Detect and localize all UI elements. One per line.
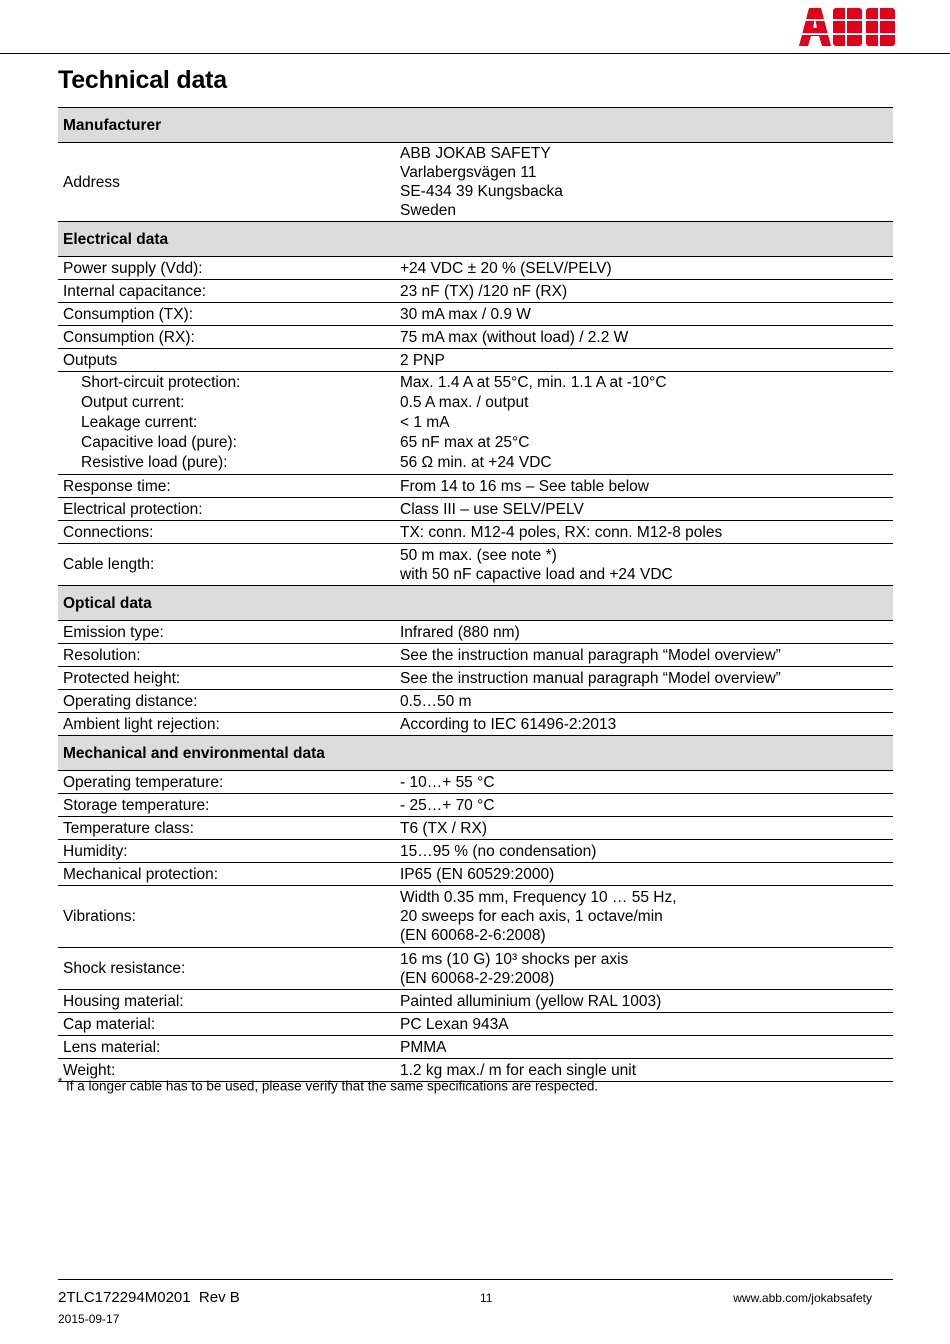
section-header-electrical [58, 222, 893, 257]
row-label: Weight: [58, 1059, 395, 1082]
table-row [58, 817, 893, 840]
table-row [58, 644, 893, 667]
table-row [58, 771, 893, 794]
page-title: Technical data [58, 66, 228, 94]
row-value: Painted alluminium (yellow RAL 1003) [395, 990, 893, 1013]
table-row [58, 303, 893, 326]
row-value: IP65 (EN 60529:2000) [395, 863, 893, 886]
row-label: Address [58, 143, 395, 222]
sub-label: Output current: [81, 394, 185, 411]
row-value: TX: conn. M12-4 poles, RX: conn. M12-8 poles [395, 521, 893, 544]
row-value [395, 886, 893, 948]
table-row [58, 349, 893, 372]
table-row [58, 840, 893, 863]
value-line: 0.5 A max. / output [400, 394, 529, 411]
row-value: Infrared (880 nm) [395, 621, 893, 644]
row-label: Power supply (Vdd): [58, 257, 395, 280]
value-line: 56 Ω min. at +24 VDC [400, 454, 552, 471]
row-label: Housing material: [58, 990, 395, 1013]
row-value [395, 372, 893, 475]
section-title: Electrical data [58, 222, 893, 257]
table-row [58, 544, 893, 586]
row-value: Class III – use SELV/PELV [395, 498, 893, 521]
table-row [58, 1013, 893, 1036]
value-line: 16 ms (10 G) 10³ shocks per axis [400, 950, 629, 968]
row-value: See the instruction manual paragraph “Model overview” [395, 667, 893, 690]
row-value: 0.5…50 m [395, 690, 893, 713]
section-title: Manufacturer [58, 108, 893, 143]
table-row [58, 713, 893, 736]
row-label: Humidity: [58, 840, 395, 863]
row-label: Temperature class: [58, 817, 395, 840]
row-label: Outputs [58, 349, 395, 372]
value-line: Max. 1.4 A at 55°C, min. 1.1 A at -10°C [400, 374, 667, 391]
footnote [58, 1076, 598, 1094]
row-value: +24 VDC ± 20 % (SELV/PELV) [395, 257, 893, 280]
row-label: Lens material: [58, 1036, 395, 1059]
row-value: - 25…+ 70 °C [395, 794, 893, 817]
abb-logo [797, 6, 897, 48]
value-line: 50 m max. (see note *) [400, 546, 557, 564]
row-value: 2 PNP [395, 349, 893, 372]
row-value: PMMA [395, 1036, 893, 1059]
row-value: According to IEC 61496-2:2013 [395, 713, 893, 736]
row-label: Emission type: [58, 621, 395, 644]
value-line: (EN 60068-2-29:2008) [400, 969, 555, 987]
table-row [58, 257, 893, 280]
table-row [58, 886, 893, 948]
row-label: Consumption (TX): [58, 303, 395, 326]
header-rule [0, 53, 950, 54]
row-value: From 14 to 16 ms – See table below [395, 475, 893, 498]
table-row [58, 863, 893, 886]
value-line: with 50 nF capactive load and +24 VDC [400, 565, 673, 583]
row-value: 75 mA max (without load) / 2.2 W [395, 326, 893, 349]
table-row [58, 794, 893, 817]
row-label: Vibrations: [58, 886, 395, 948]
row-value [395, 143, 893, 222]
row-value [395, 544, 893, 586]
table-row [58, 143, 893, 222]
row-label: Ambient light rejection: [58, 713, 395, 736]
row-label: Operating temperature: [58, 771, 395, 794]
row-value: See the instruction manual paragraph “Model overview” [395, 644, 893, 667]
row-value: T6 (TX / RX) [395, 817, 893, 840]
row-label [58, 372, 395, 475]
table-row [58, 475, 893, 498]
value-line: (EN 60068-2-6:2008) [400, 927, 546, 944]
row-value: PC Lexan 943A [395, 1013, 893, 1036]
value-line: Width 0.35 mm, Frequency 10 … 55 Hz, [400, 889, 677, 906]
section-header-optical [58, 586, 893, 621]
technical-data-table [58, 107, 893, 1082]
row-value: 1.2 kg max./ m for each single unit [395, 1059, 893, 1082]
table-row [58, 621, 893, 644]
row-value: 23 nF (TX) /120 nF (RX) [395, 280, 893, 303]
row-label: Response time: [58, 475, 395, 498]
sub-label: Short-circuit protection: [81, 374, 241, 391]
document-date: 2015-09-17 [58, 1312, 120, 1326]
value-line: 20 sweeps for each axis, 1 octave/min [400, 908, 663, 925]
table-row [58, 280, 893, 303]
sub-label: Leakage current: [81, 414, 198, 431]
row-label: Operating distance: [58, 690, 395, 713]
row-label: Shock resistance: [58, 948, 395, 990]
section-title: Mechanical and environmental data [58, 736, 893, 771]
footnote-mark: * [58, 1076, 63, 1088]
row-value: 30 mA max / 0.9 W [395, 303, 893, 326]
row-label: Internal capacitance: [58, 280, 395, 303]
value-line: SE-434 39 Kungsbacka [400, 183, 563, 200]
row-label: Connections: [58, 521, 395, 544]
row-value [395, 948, 893, 990]
value-line: Sweden [400, 202, 457, 219]
row-label: Resolution: [58, 644, 395, 667]
section-header-mechanical [58, 736, 893, 771]
section-title: Optical data [58, 586, 893, 621]
value-line: Varlabergsvägen 11 [400, 164, 537, 181]
row-label: Consumption (RX): [58, 326, 395, 349]
value-line: < 1 mA [400, 414, 450, 431]
website-link[interactable]: www.abb.com/jokabsafety [733, 1291, 872, 1305]
footer-rule [58, 1279, 893, 1280]
document-id: 2TLC172294M0201 Rev B [58, 1289, 240, 1306]
table-row [58, 498, 893, 521]
value-line: 65 nF max at 25°C [400, 434, 530, 451]
table-row [58, 948, 893, 990]
row-label: Electrical protection: [58, 498, 395, 521]
table-row [58, 690, 893, 713]
page-number: 11 [480, 1291, 493, 1305]
table-row [58, 990, 893, 1013]
row-label: Cable length: [58, 544, 395, 586]
row-label: Cap material: [58, 1013, 395, 1036]
row-label: Storage temperature: [58, 794, 395, 817]
table-row [58, 667, 893, 690]
table-row-output-details [58, 372, 893, 475]
table-row [58, 326, 893, 349]
sub-label: Capacitive load (pure): [81, 434, 237, 451]
row-label: Mechanical protection: [58, 863, 395, 886]
row-label: Protected height: [58, 667, 395, 690]
sub-label: Resistive load (pure): [81, 454, 228, 471]
section-header-manufacturer [58, 108, 893, 143]
table-row [58, 521, 893, 544]
row-value: - 10…+ 55 °C [395, 771, 893, 794]
table-row [58, 1036, 893, 1059]
footnote-text: If a longer cable has to be used, please verify that the same specifications are respected. [62, 1078, 599, 1094]
value-line: ABB JOKAB SAFETY [400, 145, 551, 162]
row-value: 15…95 % (no condensation) [395, 840, 893, 863]
